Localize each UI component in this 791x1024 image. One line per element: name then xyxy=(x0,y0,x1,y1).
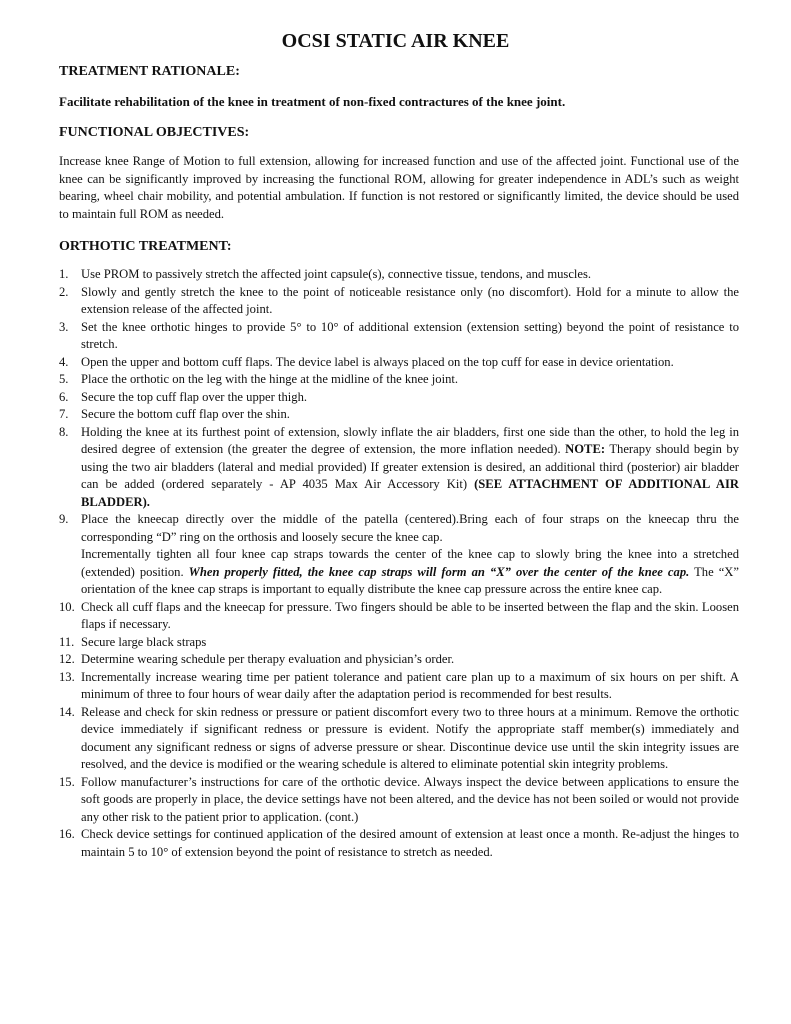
list-item xyxy=(59,826,739,861)
list-item xyxy=(59,651,739,669)
functional-objectives-text: Increase knee Range of Motion to full extension, allowing for increased function and use of the affected joint. Functional use of the knee can be significantly improved by increasing the functional ROM, allowing for greater independence in ADL’s such as weight bearing, wheel chair mobility, and potential ambulation. If function is not restored or significantly limited, the device should be used to maintain full ROM as needed. xyxy=(59,154,739,221)
list-item xyxy=(59,266,739,284)
list-item-text: Secure the bottom cuff flap over the shin. xyxy=(81,407,290,421)
list-item-number: 12. xyxy=(59,652,75,666)
list-item-text: Place the kneecap directly over the middle of the patella (centered).Bring each of four straps on the kneecap thru the corresponding “D” ring on the orthosis and loosely secure the knee cap. xyxy=(81,512,739,544)
list-item-number: 8. xyxy=(59,424,69,439)
list-item-text: Determine wearing schedule per therapy evaluation and physician’s order. xyxy=(81,652,455,666)
list-item-number: 15. xyxy=(59,774,75,789)
treatment-rationale-text: Facilitate rehabilitation of the knee in treatment of non-fixed contractures of the knee joint. xyxy=(59,94,566,109)
list-item-text: Place the orthotic on the leg with the hinge at the midline of the knee joint. xyxy=(81,372,459,386)
functional-objectives-heading: FUNCTIONAL OBJECTIVES: xyxy=(59,125,250,140)
list-item-text: Open the upper and bottom cuff flaps. The device label is always placed on the top cuff for ease in device orientation. xyxy=(81,354,674,369)
list-item xyxy=(59,319,739,354)
list-item-number: 6. xyxy=(59,389,69,404)
list-item-text-part: The “X” orientation of the knee cap straps is important to equally distribute the knee cap pressure across the entire knee cap. xyxy=(81,564,739,596)
list-item xyxy=(59,774,739,827)
list-item xyxy=(59,669,739,704)
list-item-text-part: Therapy should begin by using the two air bladders (lateral and medial provided) If greater extension is desired, an additional third (posterior) air bladder can be added (ordered separately - AP 4035 Max Air Accessory Kit) xyxy=(81,442,739,491)
list-item xyxy=(59,354,739,372)
list-item-text-part: Incrementally tighten all four knee cap straps towards the center of the knee cap to slowly bring the knee into a stretched (extended) position. xyxy=(81,547,739,579)
list-item xyxy=(59,634,739,652)
list-item-text: Check all cuff flaps and the kneecap for pressure. Two fingers should be able to be inserted between the flap and the skin. Loosen flaps if necessary. xyxy=(81,599,739,631)
list-item-number: 2. xyxy=(59,284,69,299)
list-item xyxy=(59,599,739,634)
list-item-number: 16. xyxy=(59,827,75,841)
list-item-number: 14. xyxy=(59,704,75,719)
list-item xyxy=(59,371,739,389)
list-item-text: Slowly and gently stretch the knee to the point of noticeable resistance only (no discomfort). Hold for a minute to allow the extension release of the affected joint. xyxy=(81,284,739,316)
list-item-text: Secure the top cuff flap over the upper thigh. xyxy=(81,389,308,404)
list-item-number: 13. xyxy=(59,669,75,684)
list-item xyxy=(59,406,739,424)
list-item-number: 9. xyxy=(59,512,69,526)
list-item-text: Follow manufacturer’s instructions for care of the orthotic device. Always inspect the device between applications to ensure the soft goods are properly in place, the device settings have not been altered, and the device has not been soiled or would not provide any other risk to the patient prior to application. (cont.) xyxy=(81,774,739,824)
list-item-text: Incrementally increase wearing time per patient tolerance and patient care plan up to a maximum of six hours on per shift. A minimum of three to four hours of wear daily after the adaptation period is recommended for best results. xyxy=(81,669,739,701)
list-item-number: 4. xyxy=(59,354,69,369)
list-item xyxy=(59,704,739,774)
document-title: OCSI STATIC AIR KNEE xyxy=(281,30,510,52)
list-item-number: 10. xyxy=(59,599,75,614)
list-item-number: 1. xyxy=(59,267,69,281)
list-item-text: Set the knee orthotic hinges to provide 5° to 10° of additional extension (extension setting) beyond the point of resistance to stretch. xyxy=(81,319,739,351)
list-item-text: Secure large black straps xyxy=(81,634,207,649)
list-item-text: Use PROM to passively stretch the affected joint capsule(s), connective tissue, tendons, and muscles. xyxy=(81,267,592,281)
list-item xyxy=(59,424,739,512)
orthotic-treatment-heading: ORTHOTIC TREATMENT: xyxy=(59,239,232,254)
list-item-number: 5. xyxy=(59,372,69,386)
list-item-text: Release and check for skin redness or pressure or patient discomfort every two to three hours at a minimum. Remove the orthotic device immediately if significant redness or pressure is evident. Notify the appropriate staff member(s) immediately and document any significant redness or signs of adverse pressure or shear. Discontinue device use until the skin integrity issues are resolved, and the device is modified or the wearing schedule is altered to eliminate potential skin integrity problems. xyxy=(81,704,739,771)
note-label: NOTE: xyxy=(565,442,606,456)
emphasis-text: When properly fitted, the knee cap straps will form an “X” over the center of the knee cap. xyxy=(188,564,690,579)
list-item-text: Check device settings for continued application of the desired amount of extension at least once a month. Re-adjust the hinges to maintain 5 to 10° of extension beyond the point of resistance to stretch as needed. xyxy=(81,827,739,859)
list-item-number: 3. xyxy=(59,319,69,334)
list-item-number: 7. xyxy=(59,407,69,421)
list-item-number: 11. xyxy=(59,634,75,649)
attachment-reference: (SEE ATTACHMENT OF ADDITIONAL AIR BLADDER). xyxy=(81,477,739,509)
list-item-text-part: Holding the knee at its furthest point of extension, slowly inflate the air bladders, first one side than the other, to hold the leg in desired degree of extension (the greater the degree of extension, the more inflation needed). xyxy=(81,424,739,456)
list-item xyxy=(59,284,739,319)
list-item-text xyxy=(81,424,739,512)
treatment-rationale-heading: TREATMENT RATIONALE: xyxy=(59,64,240,79)
list-item xyxy=(59,511,739,546)
orthotic-treatment-list xyxy=(59,266,739,861)
list-item-continuation xyxy=(59,546,739,599)
list-item xyxy=(59,389,739,407)
